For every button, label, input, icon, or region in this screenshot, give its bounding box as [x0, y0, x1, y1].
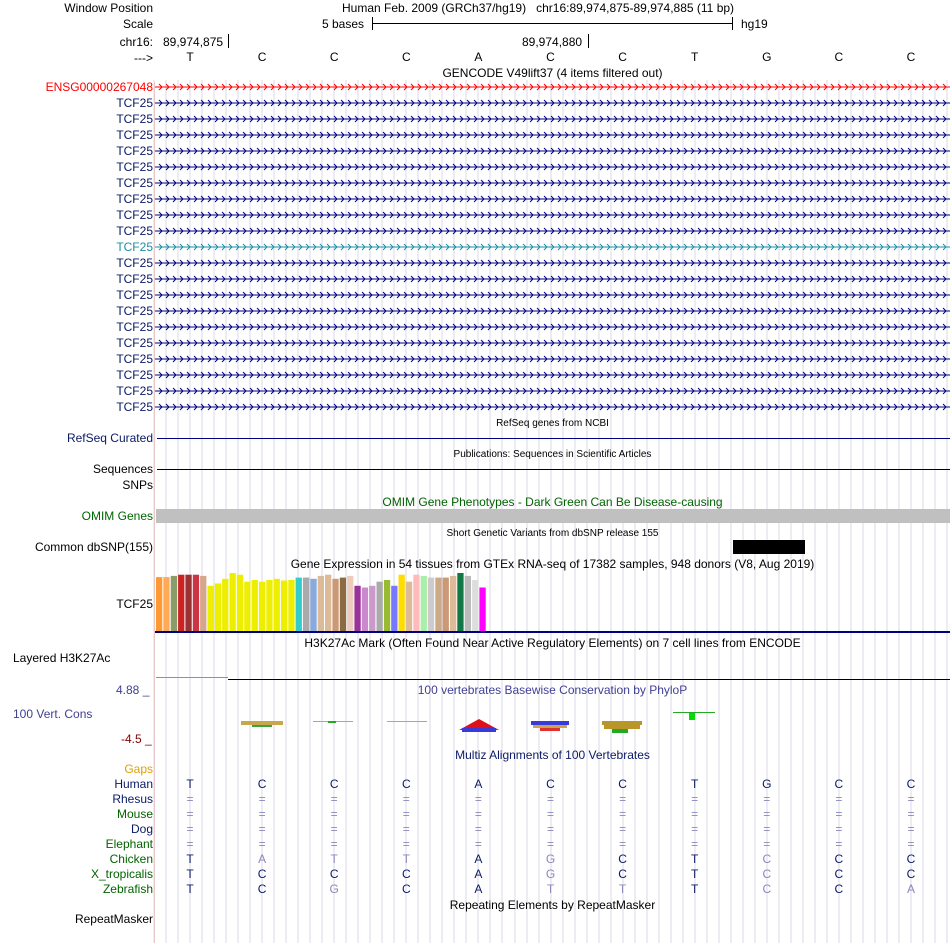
alignment-base: C — [257, 777, 267, 791]
gencode-transcript-label[interactable]: TCF25 — [116, 208, 153, 222]
alignment-base: = — [186, 792, 194, 806]
alignment-base: T — [691, 867, 699, 881]
repeatmasker-track-title: Repeating Elements by RepeatMasker — [449, 898, 656, 912]
gencode-transcript-label[interactable]: TCF25 — [116, 176, 153, 190]
cons-logo-2-b — [328, 721, 336, 723]
reference-base: C — [257, 50, 267, 64]
gencode-transcript-label[interactable]: ENSG00000267048 — [45, 80, 153, 94]
alignment-base: T — [691, 852, 699, 866]
species-label[interactable]: Human — [114, 777, 153, 791]
alignment-base: T — [186, 777, 194, 791]
cons-logo-1 — [241, 721, 283, 725]
coord-left: 89,974,875 — [163, 35, 224, 49]
gencode-transcript-label[interactable]: TCF25 — [116, 304, 153, 318]
alignment-base: = — [402, 807, 410, 821]
reference-base: A — [474, 50, 483, 64]
alignment-base: T — [330, 852, 338, 866]
alignment-base: A — [474, 867, 483, 881]
alignment-base: C — [906, 777, 916, 791]
alignment-base: = — [691, 807, 699, 821]
alignment-base: = — [186, 837, 194, 851]
alignment-base: G — [762, 777, 772, 791]
gencode-transcript-label[interactable]: TCF25 — [116, 240, 153, 254]
gtex-track-label[interactable]: TCF25 — [116, 597, 153, 611]
alignment-base: = — [546, 822, 554, 836]
cons-logo-4-b — [462, 728, 496, 732]
alignment-base: C — [401, 777, 411, 791]
alignment-base: = — [330, 822, 338, 836]
alignment-base: C — [329, 777, 339, 791]
reference-base: C — [906, 50, 916, 64]
gencode-transcript-label[interactable]: TCF25 — [116, 384, 153, 398]
alignment-base: G — [545, 867, 556, 881]
alignment-base: = — [474, 822, 482, 836]
h3k27ac-track-title: H3K27Ac Mark (Often Found Near Active Regulatory Elements) on 7 cell lines from ENCODE — [304, 636, 801, 650]
cons-logo-7 — [673, 712, 715, 713]
alignment-base: = — [186, 822, 194, 836]
alignment-base: C — [401, 882, 411, 896]
alignment-base: = — [546, 837, 554, 851]
cons-logo-6-c — [612, 729, 628, 733]
alignment-base: = — [835, 837, 843, 851]
alignment-base: = — [907, 822, 915, 836]
gencode-transcript-label[interactable]: TCF25 — [116, 368, 153, 382]
reference-base: C — [834, 50, 844, 64]
alignment-base: C — [906, 867, 916, 881]
conservation-track-label[interactable]: 100 Vert. Cons — [13, 707, 93, 721]
alignment-base: = — [691, 837, 699, 851]
dbsnp-track-label[interactable]: Common dbSNP(155) — [34, 540, 153, 554]
alignment-base: C — [257, 882, 267, 896]
gencode-transcript-label[interactable]: TCF25 — [116, 112, 153, 126]
reference-base: C — [401, 50, 411, 64]
alignment-base: = — [763, 792, 771, 806]
chrom-label: chr16: — [119, 35, 153, 49]
alignment-base: = — [330, 792, 338, 806]
alignment-base: C — [906, 852, 916, 866]
alignment-base: C — [618, 777, 627, 791]
dbsnp-track-title: Short Genetic Variants from dbSNP release 155 — [446, 528, 659, 539]
alignment-base: T — [186, 852, 194, 866]
gencode-transcript-label[interactable]: TCF25 — [116, 272, 153, 286]
cons-logo-5-C — [531, 721, 569, 725]
alignment-base: C — [834, 867, 844, 881]
alignment-base: = — [258, 792, 266, 806]
alignment-base: = — [186, 807, 194, 821]
alignment-base: = — [474, 837, 482, 851]
alignment-base: = — [691, 792, 699, 806]
alignment-base: C — [762, 882, 772, 896]
repeatmasker-track-label[interactable]: RepeatMasker — [74, 912, 153, 926]
alignment-base: T — [402, 852, 410, 866]
alignment-base: T — [691, 882, 699, 896]
species-label[interactable]: Mouse — [116, 807, 153, 821]
reference-base: C — [329, 50, 339, 64]
species-label[interactable]: Chicken — [109, 852, 153, 866]
alignment-base: = — [474, 807, 482, 821]
gencode-transcript-label[interactable]: TCF25 — [116, 192, 153, 206]
alignment-base: = — [907, 837, 915, 851]
species-label[interactable]: Dog — [130, 822, 153, 836]
alignment-base: = — [402, 792, 410, 806]
species-label[interactable]: Elephant — [105, 837, 153, 851]
alignment-base: T — [186, 882, 194, 896]
alignment-base: G — [545, 852, 556, 866]
alignment-base: A — [474, 852, 483, 866]
alignment-base: = — [258, 807, 266, 821]
alignment-base: = — [474, 792, 482, 806]
alignment-base: = — [619, 837, 627, 851]
alignment-base: A — [258, 852, 267, 866]
reference-base: T — [691, 50, 699, 64]
alignment-base: A — [474, 777, 483, 791]
multiz-track-title: Multiz Alignments of 100 Vertebrates — [455, 748, 650, 762]
alignment-base: = — [546, 807, 554, 821]
alignment-base: = — [619, 792, 627, 806]
alignment-base: A — [906, 882, 915, 896]
h3k27ac-track-label[interactable]: Layered H3K27Ac — [13, 651, 111, 665]
gtex-track-title: Gene Expression in 54 tissues from GTEx RNA-seq of 17382 samples, 948 donors (V8, Aug 2019) — [290, 557, 815, 571]
gencode-transcript-label[interactable]: TCF25 — [116, 144, 153, 158]
alignment-base: T — [186, 867, 194, 881]
window-position-label: Window Position — [64, 1, 153, 15]
window-position-value: Human Feb. 2009 (GRCh37/hg19) chr16:89,974,875-89,974,885 (11 bp) — [342, 1, 735, 15]
alignment-base: C — [618, 867, 627, 881]
refseq-track-label[interactable]: RefSeq Curated — [66, 431, 153, 445]
cons-logo-6-G — [602, 721, 642, 725]
reference-base: T — [186, 50, 194, 64]
gencode-transcript-label[interactable]: TCF25 — [116, 400, 153, 414]
conservation-min-label: -4.5 _ — [121, 732, 152, 746]
coord-mid: 89,974,880 — [522, 35, 583, 49]
alignment-base: C — [329, 867, 339, 881]
alignment-base: = — [258, 837, 266, 851]
gencode-transcript-label[interactable]: TCF25 — [116, 96, 153, 110]
omim-track-label[interactable]: OMIM Genes — [81, 509, 153, 523]
alignment-base: = — [907, 792, 915, 806]
alignment-base: C — [618, 852, 627, 866]
gencode-transcript-label[interactable]: TCF25 — [116, 256, 153, 270]
gencode-transcript-label[interactable]: TCF25 — [116, 224, 153, 238]
omim-track-title: OMIM Gene Phenotypes - Dark Green Can Be Disease-causing — [382, 495, 723, 509]
alignment-base: T — [691, 777, 699, 791]
snps-track-label[interactable]: SNPs — [122, 478, 153, 492]
alignment-base: = — [402, 837, 410, 851]
scale-text: 5 bases — [322, 17, 365, 31]
cons-logo-1-b — [252, 725, 272, 727]
alignment-base: C — [834, 882, 844, 896]
alignment-base: = — [907, 807, 915, 821]
alignment-base: = — [835, 792, 843, 806]
strand-label: ---> — [134, 51, 153, 65]
reference-base: G — [762, 50, 772, 64]
alignment-base: = — [691, 822, 699, 836]
alignment-base: C — [546, 777, 555, 791]
alignment-base: T — [546, 882, 555, 896]
conservation-track-title: 100 vertebrates Basewise Conservation by PhyloP — [417, 683, 688, 697]
scale-label: Scale — [122, 17, 153, 31]
alignment-base: = — [619, 822, 627, 836]
alignment-base: C — [257, 867, 267, 881]
alignment-base: = — [330, 837, 338, 851]
gencode-transcript-label[interactable]: TCF25 — [116, 160, 153, 174]
publications-track-title: Publications: Sequences in Scientific Articles — [453, 449, 652, 460]
alignment-base: = — [835, 822, 843, 836]
species-label[interactable]: Zebrafish — [102, 882, 153, 896]
publications-track-label[interactable]: Sequences — [92, 462, 153, 476]
alignment-base: = — [763, 822, 771, 836]
alignment-base: C — [834, 777, 844, 791]
alignment-base: = — [258, 822, 266, 836]
alignment-base: C — [834, 852, 844, 866]
alignment-base: = — [330, 807, 338, 821]
alignment-base: = — [546, 792, 554, 806]
cons-logo-6-b — [604, 725, 640, 729]
cons-logo-5-b — [533, 725, 567, 728]
reference-base: C — [546, 50, 555, 64]
alignment-base: T — [618, 882, 627, 896]
alignment-base: A — [474, 882, 483, 896]
reference-base: C — [618, 50, 627, 64]
species-label[interactable]: Rhesus — [112, 792, 153, 806]
gencode-transcript-label[interactable]: TCF25 — [116, 288, 153, 302]
alignment-base: = — [835, 807, 843, 821]
gencode-transcript-label[interactable]: TCF25 — [116, 336, 153, 350]
gaps-label[interactable]: Gaps — [124, 762, 153, 776]
gencode-transcript-label[interactable]: TCF25 — [116, 128, 153, 142]
gencode-transcript-label[interactable]: TCF25 — [116, 352, 153, 366]
scale-db: hg19 — [741, 17, 768, 31]
gencode-transcript-label[interactable]: TCF25 — [116, 320, 153, 334]
cons-logo-3 — [387, 721, 427, 722]
gencode-track-title: GENCODE V49lift37 (4 items filtered out) — [442, 66, 663, 80]
alignment-base: = — [402, 822, 410, 836]
alignment-base: = — [763, 807, 771, 821]
refseq-track-title: RefSeq genes from NCBI — [496, 418, 609, 429]
alignment-base: G — [329, 882, 339, 896]
cons-logo-5-c — [540, 728, 560, 731]
alignment-base: C — [401, 867, 411, 881]
alignment-base: = — [619, 807, 627, 821]
cons-logo-7-b — [689, 713, 695, 720]
species-label[interactable]: X_tropicalis — [90, 867, 153, 881]
alignment-base: = — [763, 837, 771, 851]
alignment-base: C — [762, 867, 772, 881]
alignment-base: C — [762, 852, 772, 866]
conservation-max-label: 4.88 _ — [116, 683, 150, 697]
